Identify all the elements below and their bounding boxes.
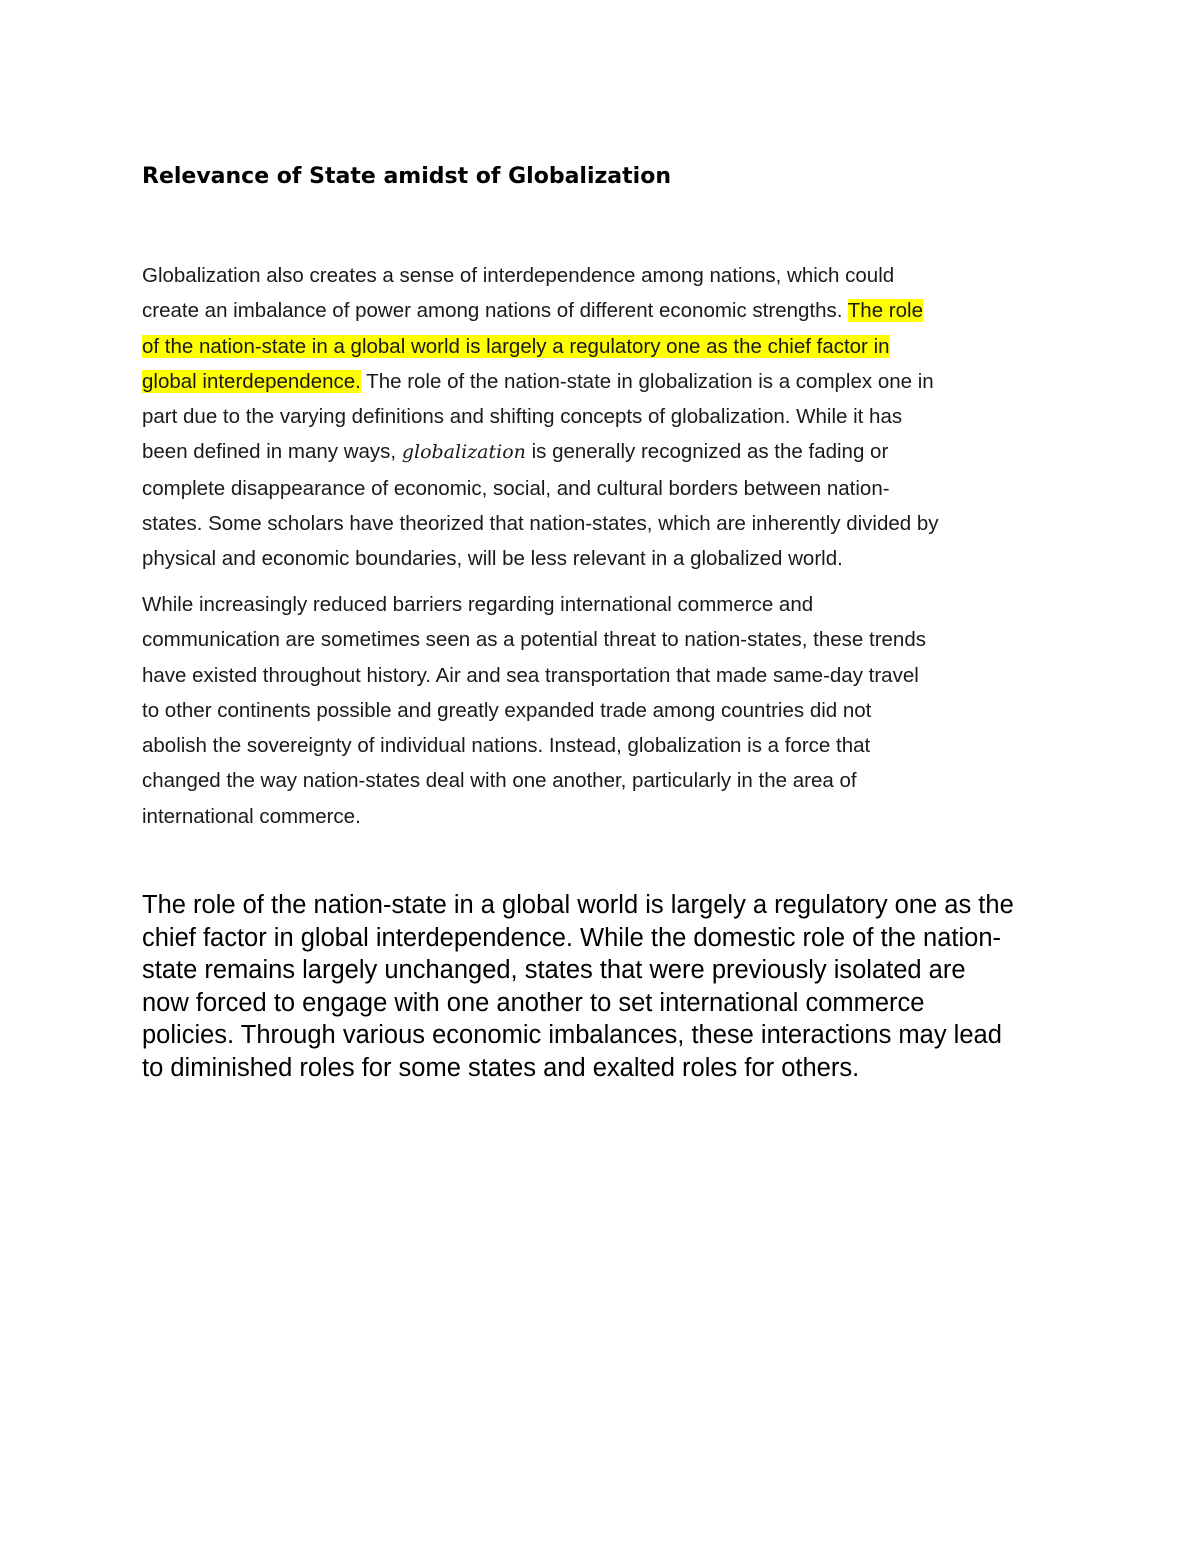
text-line: communication are sometimes seen as a potential threat to nation-states, these trends — [142, 628, 926, 652]
text-line: to diminished roles for some states and exalted roles for others. — [142, 1053, 860, 1082]
text-run: Globalization also creates a sense of interdependence among nations, which could — [142, 264, 895, 287]
text-run: is generally recognized as the fading or — [525, 440, 889, 464]
text-run: been defined in many ways, — [142, 440, 402, 464]
text-line — [142, 399, 1066, 434]
text-line: to other continents possible and greatly expanded trade among countries did not — [142, 698, 872, 722]
text-line: abolish the sovereignty of individual nations. Instead, globalization is a force that — [142, 734, 871, 758]
summary-paragraph — [142, 889, 1066, 1085]
paragraph-interdependence — [142, 258, 1066, 577]
italic-term: globalization — [401, 441, 526, 464]
text-line — [142, 506, 1066, 541]
text-run: complete disappearance of economic, social, and cultural borders between nation- — [142, 476, 890, 500]
text-line — [142, 329, 1066, 364]
text-run: states. Some scholars have theorized that nation-states, which are inherently divided by — [142, 512, 939, 536]
text-line: changed the way nation-states deal with one another, particularly in the area of — [142, 769, 857, 793]
text-run: create an imbalance of power among nations of different economic strengths. — [142, 299, 848, 323]
text-line — [142, 293, 1066, 328]
text-run: physical and economic boundaries, will be less relevant in a globalized world. — [142, 547, 843, 571]
text-line — [142, 434, 1066, 470]
text-line — [142, 258, 1066, 293]
text-line: state remains largely unchanged, states that were previously isolated are — [142, 956, 966, 985]
highlighted-text: of the nation-state in a global world is largely a regulatory one as the chief factor in — [142, 334, 890, 358]
text-line: international commerce. — [142, 804, 361, 828]
text-line — [142, 364, 1066, 399]
text-line — [142, 471, 1066, 506]
text-line: policies. Through various economic imbalances, these interactions may lead — [142, 1021, 1002, 1050]
text-line — [142, 541, 1066, 576]
text-line: The role of the nation-state in a global world is largely a regulatory one as the — [142, 891, 1014, 919]
highlighted-text: The role — [847, 299, 923, 323]
text-line: have existed throughout history. Air and sea transportation that made same-day travel — [142, 663, 919, 687]
text-line: chief factor in global interdependence. While the domestic role of the nation- — [142, 923, 1002, 952]
text-line: While increasingly reduced barriers regarding international commerce and — [142, 593, 814, 616]
document-title: Relevance of State amidst of Globalization — [142, 164, 671, 189]
text-line: now forced to engage with one another to set international commerce — [142, 988, 925, 1017]
highlighted-text: global interdependence. — [142, 369, 361, 393]
paragraph-barriers — [142, 587, 1066, 834]
text-run: part due to the varying definitions and shifting concepts of globalization. While it has — [142, 405, 903, 429]
text-run: The role of the nation-state in globalization is a complex one in — [360, 369, 934, 393]
